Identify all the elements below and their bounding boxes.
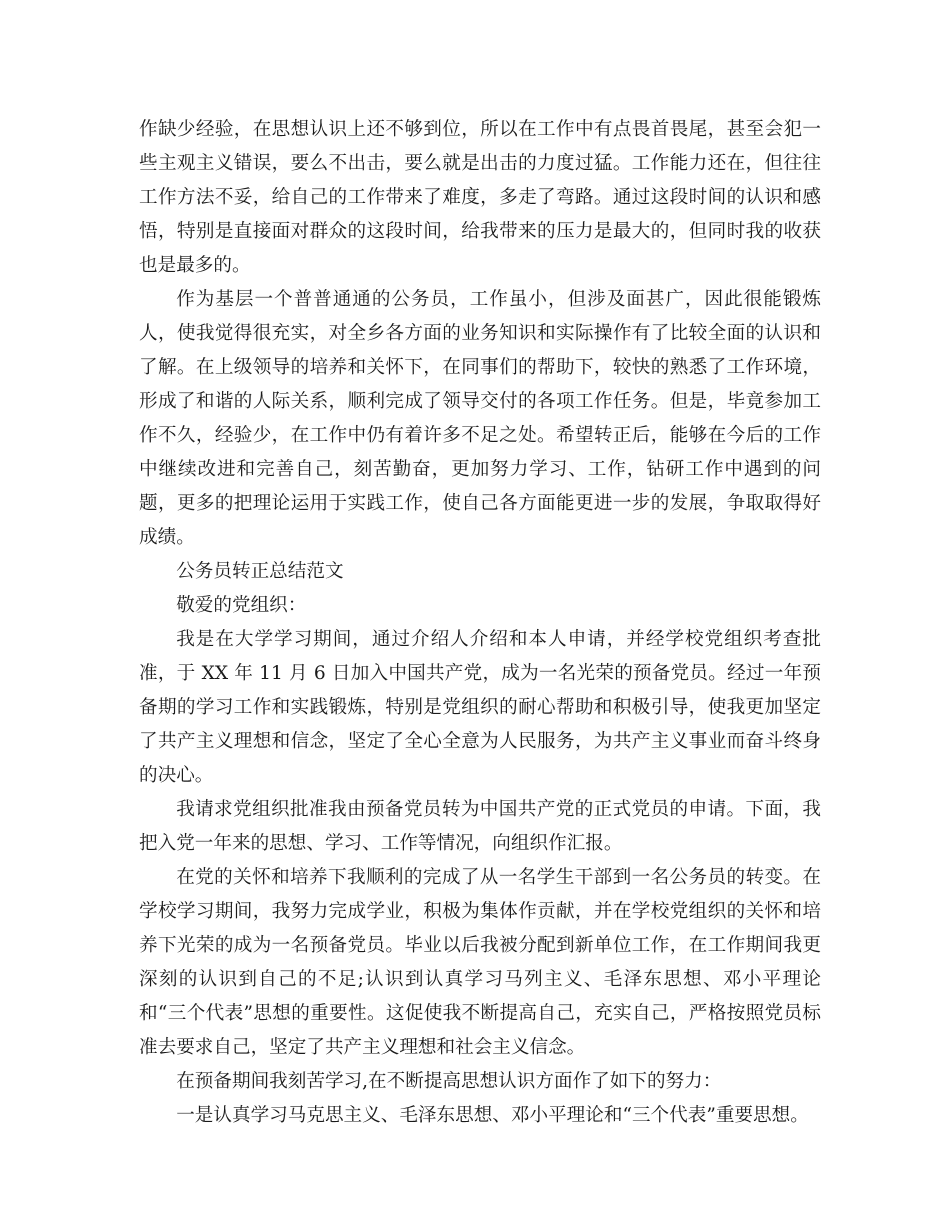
- paragraph-1: 作缺少经验，在思想认识上还不够到位，所以在工作中有点畏首畏尾，甚至会犯一些主观主义错误，要么不出击，要么就是出击的力度过猛。工作能力还在，但往往工作方法不妥，给自己的工作带来了难度，多走了弯路。通过这段时间的认识和感悟，特别是直接面对群众的这段时间，给我带来的压力是最大的，但同时我的收获也是最多的。: [139, 119, 821, 276]
- paragraph-6: 我请求党组织批准我由预备党员转为中国共产党的正式党员的申请。下面，我把入党一年来的思想、学习、工作等情况，向组织作汇报。: [139, 799, 821, 854]
- section-title: 公务员转正总结范文: [176, 561, 344, 582]
- paragraph-8: 在预备期间我刻苦学习,在不断提高思想认识方面作了如下的努力：: [176, 1071, 722, 1092]
- paragraph-9: 一是认真学习马克思主义、毛泽东思想、邓小平理论和“三个代表”重要思想。: [176, 1105, 809, 1126]
- paragraph-7: 在党的关怀和培养下我顺利的完成了从一名学生干部到一名公务员的转变。在学校学习期间，我努力完成学业，积极为集体作贡献，并在学校党组织的关怀和培养下光荣的成为一名预备党员。毕业以后我被分配到新单位工作，在工作期间我更深刻的认识到自己的不足;认识到认真学习马列主义、毛泽东思想、邓小平理论和“三个代表”思想的重要性。这促使我不断提高自己，充实自己，严格按照党员标准去要求自己，坚定了共产主义理想和社会主义信念。: [139, 867, 821, 1058]
- paragraph-5: 我是在大学学习期间，通过介绍人介绍和本人申请，并经学校党组织考查批准，于 XX 年 11 月 6 日加入中国共产党，成为一名光荣的预备党员。经过一年预备期的学习工作和实践锻炼，特别是党组织的耐心帮助和积极引导，使我更加坚定了共产主义理想和信念，坚定了全心全意为人民服务，为共产主义事业而奋斗终身的决心。: [139, 629, 821, 786]
- salutation: 敬爱的党组织：: [176, 595, 307, 616]
- document-body: [139, 113, 821, 1133]
- paragraph-2: 作为基层一个普普通通的公务员，工作虽小，但涉及面甚广，因此很能锻炼人，使我觉得很充实，对全乡各方面的业务知识和实际操作有了比较全面的认识和了解。在上级领导的培养和关怀下，在同事们的帮助下，较快的熟悉了工作环境，形成了和谐的人际关系，顺利完成了领导交付的各项工作任务。但是，毕竟参加工作不久，经验少，在工作中仍有着许多不足之处。希望转正后，能够在今后的工作中继续改进和完善自己，刻苦勤奋，更加努力学习、工作，钻研工作中遇到的问题，更多的把理论运用于实践工作，使自己各方面能更进一步的发展，争取取得好成绩。: [139, 289, 821, 548]
